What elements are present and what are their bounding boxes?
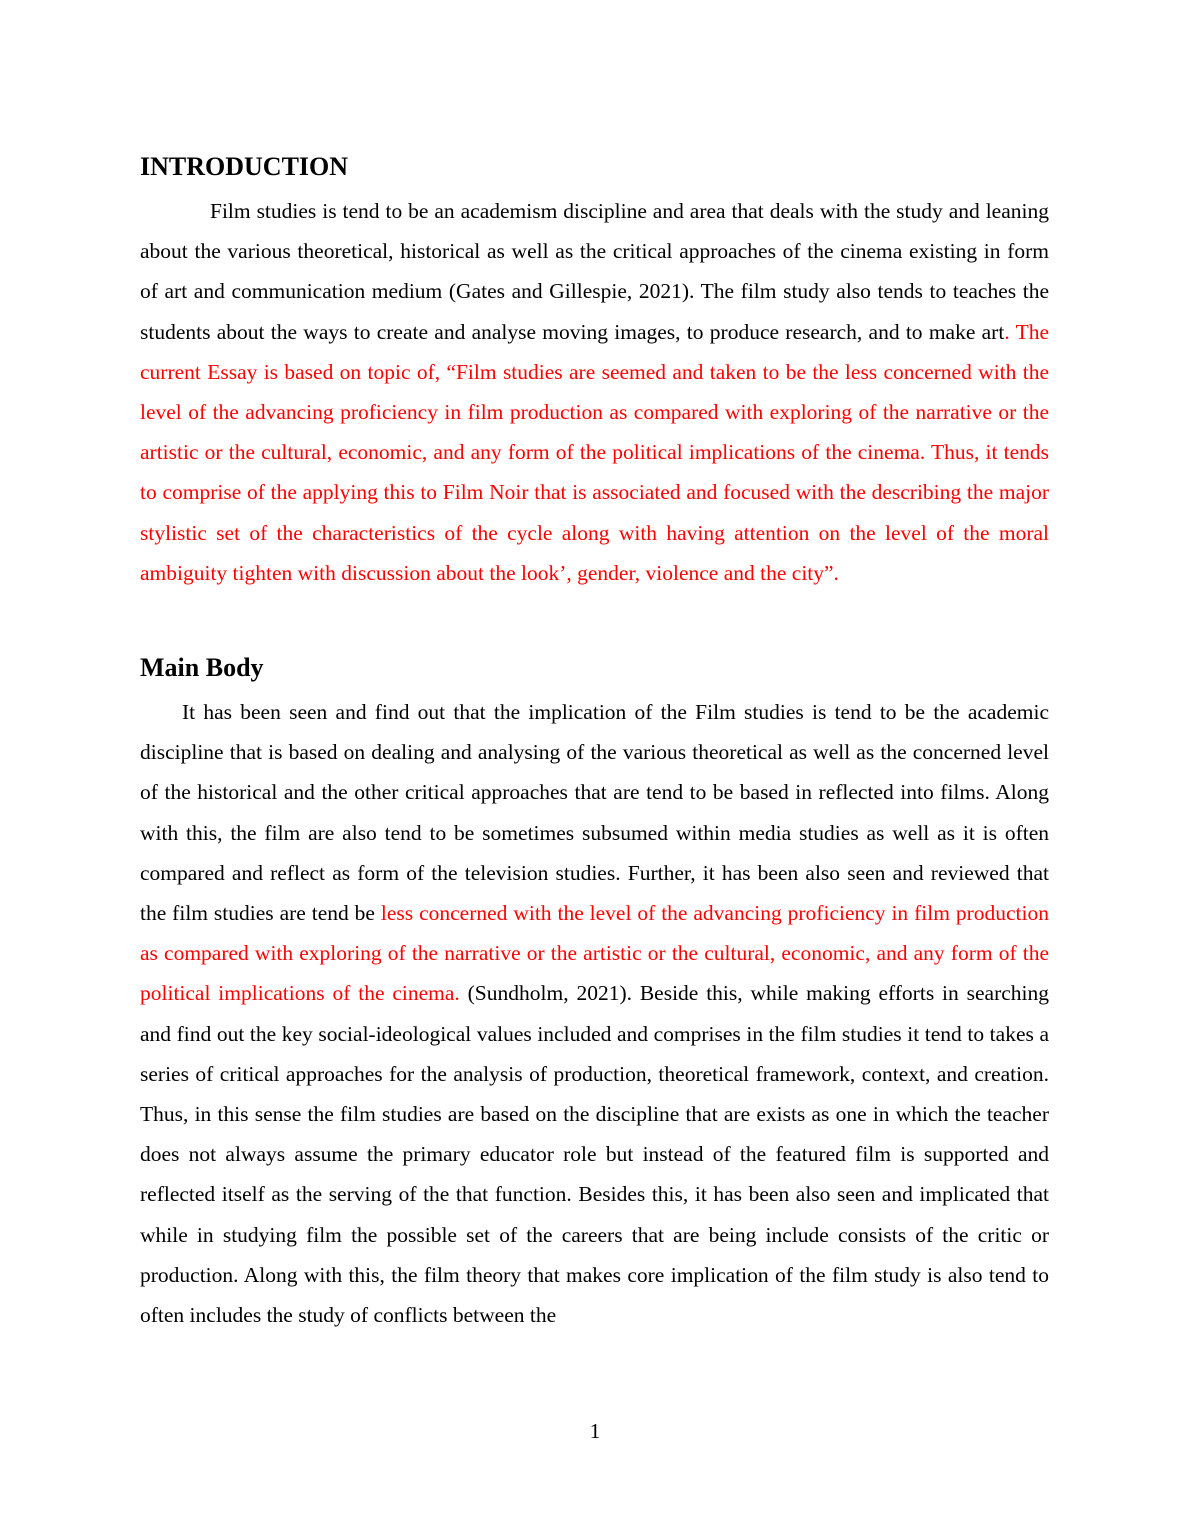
main-body-paragraph (140, 692, 1049, 1335)
page-number: 1 (589, 1419, 601, 1443)
main-body-text-1: It has been seen and find out that the implication of the Film studies is tend to be the academic discipline that is based on dealing and analysing of the various theoretical as well as the concerned level of the historical and the other critical approaches that are tend to be based in reflected into films. Along with this, the film are also tend to be sometimes subsumed within media studies as well as it is often compared and reflect as form of the television studies. Further, it has been also seen and reviewed that the film studies are tend be (140, 700, 1049, 926)
main-body-text-2: (Sundholm, 2021). Beside this, while making efforts in searching and find out the key social-ideological values included and comprises in the film studies it tend to takes a series of critical approaches for the analysis of production, theoretical framework, context, and creation. Thus, in this sense the film studies are based on the discipline that are exists as one in which the teacher does not always assume the primary educator role but instead of the featured film is supported and reflected itself as the serving of the that function. Besides this, it has been also seen and implicated that while in studying film the possible set of the careers that are being include consists of the critic or production. Along with this, the film theory that makes core implication of the film study is also tend to often includes the study of conflicts between the (140, 981, 1049, 1328)
introduction-heading: INTRODUCTION (140, 152, 349, 181)
introduction-highlighted-text: . The current Essay is based on topic of, “Film studies are seemed and taken to be the less concerned with the level of the advancing proficiency in film production as compared with exploring of the narrative or the artistic or the cultural, economic, and any form of the political implications of the cinema. Thus, it tends to comprise of the applying this to Film Noir that is associated and focused with the describing the major stylistic set of the characteristics of the cycle along with having attention on the level of the moral ambiguity tighten with discussion about the look’, gender, violence and the city”. (140, 319, 1050, 585)
main-body-heading: Main Body (140, 653, 264, 682)
introduction-text: Film studies is tend to be an academism discipline and area that deals with the study and leaning about the various theoretical, historical as well as the critical approaches of the cinema existing in form of art and communication medium (Gates and Gillespie, 2021). The film study also tends to teaches the students about the ways to create and analyse moving images, to produce research, and to make art (140, 199, 1049, 344)
main-body-highlighted-text: less concerned with the level of the advancing proficiency in film production as compared with exploring of the narrative or the artistic or the cultural, economic, and any form of the political implications of the cinema. (140, 901, 1050, 1006)
introduction-paragraph (140, 191, 1049, 593)
